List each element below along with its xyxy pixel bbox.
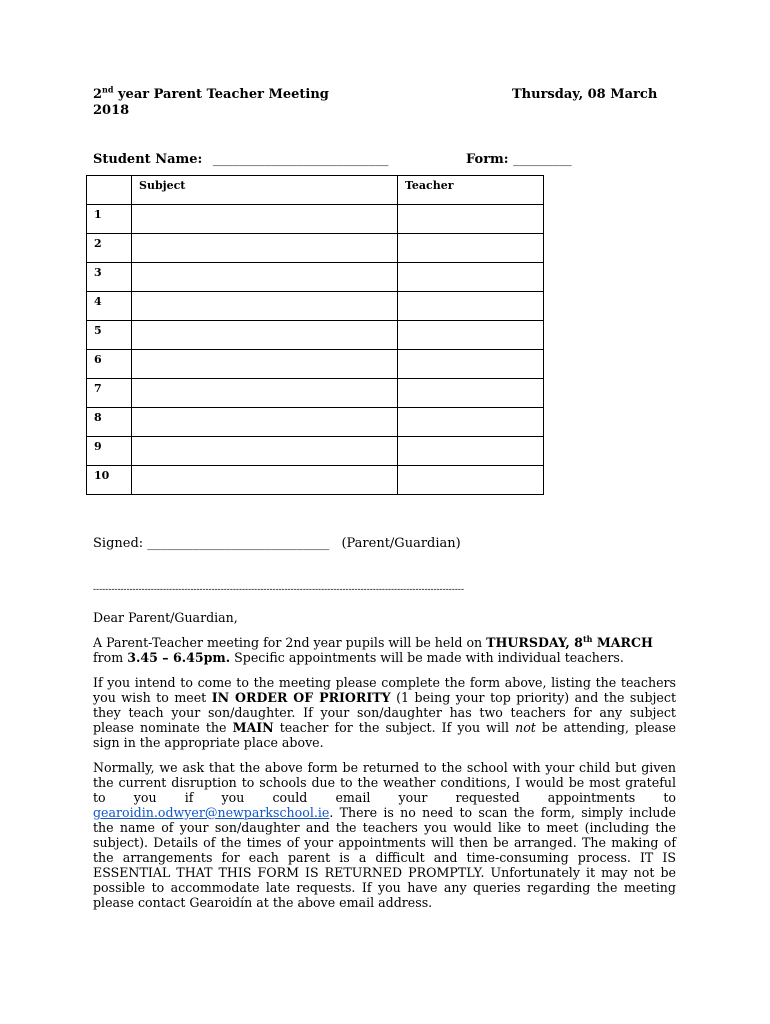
p1-month: MARCH: [592, 635, 653, 650]
row-number: 3: [87, 263, 132, 292]
subject-cell[interactable]: [132, 408, 398, 437]
p1-day: THURSDAY, 8: [486, 635, 583, 650]
teacher-cell[interactable]: [398, 263, 544, 292]
table-header-row: [87, 176, 544, 205]
subject-cell[interactable]: [132, 205, 398, 234]
row-number: 4: [87, 292, 132, 321]
p2-not: not: [515, 720, 536, 735]
teacher-cell[interactable]: [398, 437, 544, 466]
subject-cell[interactable]: [132, 437, 398, 466]
subject-cell[interactable]: [132, 350, 398, 379]
row-number: 8: [87, 408, 132, 437]
form-field[interactable]: [466, 152, 572, 167]
row-number: 1: [87, 205, 132, 234]
form-label: Form:: [466, 152, 509, 167]
signature-line[interactable]: [93, 536, 461, 551]
table-row: [87, 437, 544, 466]
header-number: [87, 176, 132, 205]
student-name-line[interactable]: ___________________________: [212, 152, 389, 167]
letter-paragraph-2: [93, 675, 676, 750]
teacher-cell[interactable]: [398, 408, 544, 437]
cut-divider: --------------------------------------------------------------------------------------------------------------------------: [93, 585, 465, 595]
p2-priority: IN ORDER OF PRIORITY: [211, 690, 391, 705]
subject-cell[interactable]: [132, 379, 398, 408]
meeting-date: Thursday, 08 March: [512, 87, 658, 102]
title-year-number: 2: [93, 87, 103, 102]
signature-role: (Parent/Guardian): [341, 536, 461, 551]
letter-salutation: Dear Parent/Guardian,: [93, 610, 238, 625]
table-row: [87, 205, 544, 234]
table-row: [87, 408, 544, 437]
signature-label: Signed:: [93, 536, 144, 551]
teacher-cell[interactable]: [398, 205, 544, 234]
subject-cell[interactable]: [132, 321, 398, 350]
meeting-year: 2018: [93, 103, 130, 118]
subject-cell[interactable]: [132, 234, 398, 263]
row-number: 10: [87, 466, 132, 495]
teacher-cell[interactable]: [398, 234, 544, 263]
meeting-title: [93, 84, 329, 102]
table-row: [87, 292, 544, 321]
p2-text-end: be attending, please sign in the appropriate place above.: [93, 720, 676, 750]
subject-teacher-table: [86, 175, 544, 495]
header-teacher: Teacher: [398, 176, 544, 205]
p1-ordinal: th: [582, 633, 593, 644]
row-number: 2: [87, 234, 132, 263]
p2-main: MAIN: [232, 720, 274, 735]
row-number: 5: [87, 321, 132, 350]
teacher-cell[interactable]: [398, 321, 544, 350]
p3-text: Normally, we ask that the above form be returned to the school with your child but given the current disruption to schools due to the weather conditions, I would be most grateful to you if you could email your requested appointments to: [93, 760, 676, 805]
p2-text-c: teacher for the subject. If you will: [273, 720, 516, 735]
teacher-cell[interactable]: [398, 292, 544, 321]
title-text: year Parent Teacher Meeting: [113, 87, 329, 102]
student-name-field[interactable]: [93, 152, 388, 167]
p2-text: If you intend to come to the meeting please complete the form above, listing the teachers you wish to meet: [93, 675, 676, 705]
form-line[interactable]: _________: [513, 152, 572, 167]
subject-cell[interactable]: [132, 292, 398, 321]
table-row: [87, 321, 544, 350]
table-row: [87, 379, 544, 408]
subject-cell[interactable]: [132, 466, 398, 495]
letter-paragraph-1: [93, 635, 676, 665]
teacher-cell[interactable]: [398, 350, 544, 379]
row-number: 7: [87, 379, 132, 408]
p1-text-end: Specific appointments will be made with individual teachers.: [230, 650, 624, 665]
table-row: [87, 263, 544, 292]
teacher-cell[interactable]: [398, 379, 544, 408]
student-name-label: Student Name:: [93, 152, 203, 167]
table-row: [87, 466, 544, 495]
signature-blank[interactable]: ____________________________: [147, 536, 330, 551]
row-number: 6: [87, 350, 132, 379]
header-subject: Subject: [132, 176, 398, 205]
p3-text-end: . There is no need to scan the form, simply include the name of your son/daughter and the teachers you would like to meet (including the subject). Details of the times of your appointments will then be arranged. The making of the arrangements for each parent is a difficult and time-consuming process. IT IS ESSENTIAL THAT THIS FORM IS RETURNED PROMPTLY. Unfortunately it may not be possible to accommodate late requests. If you have any queries regarding the meeting please contact Gearoidín at the above email address.: [93, 805, 676, 910]
p1-from: from: [93, 650, 128, 665]
p1-text: A Parent-Teacher meeting for 2nd year pupils will be held on: [93, 635, 487, 650]
table-row: [87, 350, 544, 379]
teacher-cell[interactable]: [398, 466, 544, 495]
p1-time: 3.45 – 6.45pm.: [127, 650, 231, 665]
email-link[interactable]: gearoidin.odwyer@newparkschool.ie: [93, 805, 330, 820]
p2-text-mid: (1 being your top priority) and the subject they teach your son/daughter. If your son/daughter has two teachers for any subject please nominate the: [93, 690, 676, 735]
letter-paragraph-3: [93, 760, 676, 910]
table-row: [87, 234, 544, 263]
title-ordinal: nd: [102, 84, 114, 95]
subject-cell[interactable]: [132, 263, 398, 292]
row-number: 9: [87, 437, 132, 466]
